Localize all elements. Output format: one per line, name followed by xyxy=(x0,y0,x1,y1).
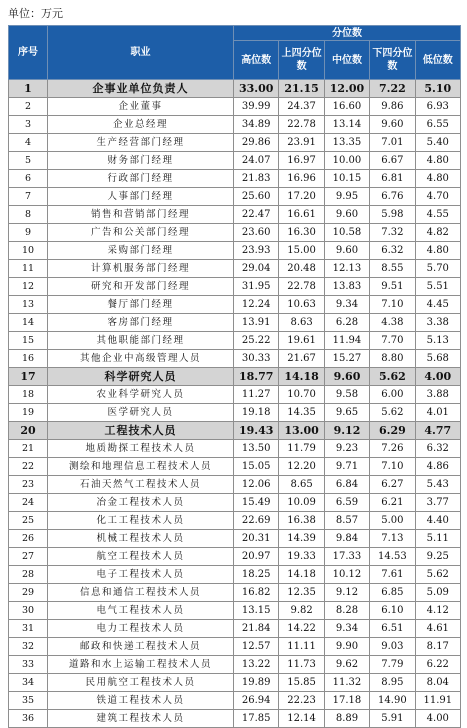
cell-median: 10.12 xyxy=(324,566,369,584)
header-percentile-group: 分位数 xyxy=(234,26,461,41)
cell-upper-quartile: 14.18 xyxy=(279,368,324,386)
cell-serial-number: 14 xyxy=(9,314,48,332)
cell-upper-quartile: 15.00 xyxy=(279,242,324,260)
cell-high: 12.24 xyxy=(234,296,279,314)
cell-median: 9.12 xyxy=(324,584,369,602)
cell-occupation: 客房部门经理 xyxy=(48,314,234,332)
header-upper-quartile: 上四分位数 xyxy=(279,41,324,80)
cell-low: 6.93 xyxy=(415,98,460,116)
cell-median: 12.00 xyxy=(324,80,369,98)
cell-lower-quartile: 6.10 xyxy=(370,602,415,620)
cell-upper-quartile: 16.97 xyxy=(279,152,324,170)
cell-serial-number: 18 xyxy=(9,386,48,404)
cell-occupation: 测绘和地理信息工程技术人员 xyxy=(48,458,234,476)
cell-upper-quartile: 14.35 xyxy=(279,404,324,422)
table-row xyxy=(9,710,461,728)
cell-median: 9.62 xyxy=(324,656,369,674)
cell-high: 13.91 xyxy=(234,314,279,332)
cell-lower-quartile: 6.21 xyxy=(370,494,415,512)
cell-low: 6.32 xyxy=(415,440,460,458)
table-row-category xyxy=(9,422,461,440)
cell-low: 5.51 xyxy=(415,278,460,296)
cell-high: 16.82 xyxy=(234,584,279,602)
cell-occupation: 民用航空工程技术人员 xyxy=(48,674,234,692)
cell-low: 6.22 xyxy=(415,656,460,674)
cell-lower-quartile: 14.53 xyxy=(370,548,415,566)
cell-upper-quartile: 21.67 xyxy=(279,350,324,368)
cell-high: 22.69 xyxy=(234,512,279,530)
cell-upper-quartile: 14.39 xyxy=(279,530,324,548)
cell-low: 4.61 xyxy=(415,620,460,638)
table-row xyxy=(9,296,461,314)
cell-high: 18.25 xyxy=(234,566,279,584)
cell-lower-quartile: 7.10 xyxy=(370,296,415,314)
cell-high: 19.43 xyxy=(234,422,279,440)
cell-median: 9.34 xyxy=(324,296,369,314)
cell-upper-quartile: 10.09 xyxy=(279,494,324,512)
cell-serial-number: 27 xyxy=(9,548,48,566)
table-row xyxy=(9,386,461,404)
cell-low: 9.25 xyxy=(415,548,460,566)
cell-occupation: 企业董事 xyxy=(48,98,234,116)
cell-upper-quartile: 15.85 xyxy=(279,674,324,692)
table-row xyxy=(9,260,461,278)
cell-lower-quartile: 7.26 xyxy=(370,440,415,458)
cell-occupation: 科学研究人员 xyxy=(48,368,234,386)
cell-lower-quartile: 6.32 xyxy=(370,242,415,260)
cell-serial-number: 24 xyxy=(9,494,48,512)
cell-serial-number: 23 xyxy=(9,476,48,494)
cell-lower-quartile: 8.95 xyxy=(370,674,415,692)
cell-lower-quartile: 7.61 xyxy=(370,566,415,584)
cell-median: 9.60 xyxy=(324,242,369,260)
cell-serial-number: 6 xyxy=(9,170,48,188)
cell-upper-quartile: 12.35 xyxy=(279,584,324,602)
cell-upper-quartile: 12.20 xyxy=(279,458,324,476)
cell-high: 34.89 xyxy=(234,116,279,134)
cell-serial-number: 21 xyxy=(9,440,48,458)
cell-lower-quartile: 6.81 xyxy=(370,170,415,188)
cell-lower-quartile: 6.27 xyxy=(370,476,415,494)
table-row xyxy=(9,404,461,422)
cell-low: 5.09 xyxy=(415,584,460,602)
cell-low: 5.40 xyxy=(415,134,460,152)
cell-median: 8.28 xyxy=(324,602,369,620)
cell-low: 4.82 xyxy=(415,224,460,242)
cell-serial-number: 33 xyxy=(9,656,48,674)
cell-serial-number: 4 xyxy=(9,134,48,152)
cell-median: 6.84 xyxy=(324,476,369,494)
cell-upper-quartile: 16.38 xyxy=(279,512,324,530)
cell-upper-quartile: 21.15 xyxy=(279,80,324,98)
cell-median: 13.35 xyxy=(324,134,369,152)
cell-lower-quartile: 5.91 xyxy=(370,710,415,728)
cell-occupation: 生产经营部门经理 xyxy=(48,134,234,152)
cell-low: 6.55 xyxy=(415,116,460,134)
cell-upper-quartile: 8.63 xyxy=(279,314,324,332)
cell-low: 4.45 xyxy=(415,296,460,314)
cell-low: 4.80 xyxy=(415,242,460,260)
cell-low: 8.17 xyxy=(415,638,460,656)
table-row xyxy=(9,134,461,152)
cell-median: 9.34 xyxy=(324,620,369,638)
cell-low: 5.62 xyxy=(415,566,460,584)
cell-low: 5.68 xyxy=(415,350,460,368)
cell-lower-quartile: 5.00 xyxy=(370,512,415,530)
cell-high: 15.05 xyxy=(234,458,279,476)
cell-occupation: 道路和水上运输工程技术人员 xyxy=(48,656,234,674)
cell-low: 8.04 xyxy=(415,674,460,692)
cell-high: 30.33 xyxy=(234,350,279,368)
cell-upper-quartile: 14.22 xyxy=(279,620,324,638)
cell-low: 5.43 xyxy=(415,476,460,494)
cell-median: 11.94 xyxy=(324,332,369,350)
cell-low: 4.12 xyxy=(415,602,460,620)
table-row xyxy=(9,674,461,692)
table-row-category xyxy=(9,80,461,98)
cell-low: 4.55 xyxy=(415,206,460,224)
cell-low: 4.77 xyxy=(415,422,460,440)
cell-serial-number: 9 xyxy=(9,224,48,242)
table-row xyxy=(9,188,461,206)
header-median: 中位数 xyxy=(324,41,369,80)
cell-high: 13.50 xyxy=(234,440,279,458)
cell-occupation: 计算机服务部门经理 xyxy=(48,260,234,278)
cell-serial-number: 10 xyxy=(9,242,48,260)
cell-serial-number: 34 xyxy=(9,674,48,692)
cell-occupation: 石油天然气工程技术人员 xyxy=(48,476,234,494)
header-serial-number: 序号 xyxy=(9,26,48,80)
cell-high: 21.83 xyxy=(234,170,279,188)
cell-upper-quartile: 13.00 xyxy=(279,422,324,440)
cell-serial-number: 13 xyxy=(9,296,48,314)
table-row xyxy=(9,512,461,530)
cell-serial-number: 3 xyxy=(9,116,48,134)
cell-median: 10.00 xyxy=(324,152,369,170)
cell-occupation: 铁道工程技术人员 xyxy=(48,692,234,710)
cell-low: 5.13 xyxy=(415,332,460,350)
cell-median: 13.14 xyxy=(324,116,369,134)
cell-high: 29.04 xyxy=(234,260,279,278)
cell-low: 3.38 xyxy=(415,314,460,332)
cell-occupation: 工程技术人员 xyxy=(48,422,234,440)
cell-lower-quartile: 5.98 xyxy=(370,206,415,224)
table-row xyxy=(9,152,461,170)
cell-occupation: 广告和公关部门经理 xyxy=(48,224,234,242)
cell-high: 17.85 xyxy=(234,710,279,728)
cell-occupation: 企业总经理 xyxy=(48,116,234,134)
header-high: 高位数 xyxy=(234,41,279,80)
cell-low: 5.11 xyxy=(415,530,460,548)
cell-high: 19.89 xyxy=(234,674,279,692)
cell-upper-quartile: 10.63 xyxy=(279,296,324,314)
salary-percentile-table xyxy=(8,25,461,728)
cell-low: 5.70 xyxy=(415,260,460,278)
cell-occupation: 财务部门经理 xyxy=(48,152,234,170)
cell-low: 4.70 xyxy=(415,188,460,206)
cell-serial-number: 31 xyxy=(9,620,48,638)
table-row xyxy=(9,584,461,602)
cell-serial-number: 36 xyxy=(9,710,48,728)
table-row xyxy=(9,350,461,368)
table-row xyxy=(9,98,461,116)
cell-median: 13.83 xyxy=(324,278,369,296)
cell-upper-quartile: 11.79 xyxy=(279,440,324,458)
cell-low: 11.91 xyxy=(415,692,460,710)
cell-high: 12.06 xyxy=(234,476,279,494)
cell-low: 4.80 xyxy=(415,170,460,188)
cell-median: 9.65 xyxy=(324,404,369,422)
cell-occupation: 企事业单位负责人 xyxy=(48,80,234,98)
cell-median: 9.12 xyxy=(324,422,369,440)
cell-upper-quartile: 19.61 xyxy=(279,332,324,350)
table-row xyxy=(9,476,461,494)
cell-occupation: 餐厅部门经理 xyxy=(48,296,234,314)
table-row xyxy=(9,206,461,224)
cell-lower-quartile: 7.01 xyxy=(370,134,415,152)
cell-upper-quartile: 16.61 xyxy=(279,206,324,224)
header-occupation: 职业 xyxy=(48,26,234,80)
cell-low: 3.77 xyxy=(415,494,460,512)
cell-serial-number: 8 xyxy=(9,206,48,224)
cell-median: 17.18 xyxy=(324,692,369,710)
cell-occupation: 医学研究人员 xyxy=(48,404,234,422)
cell-serial-number: 11 xyxy=(9,260,48,278)
cell-serial-number: 2 xyxy=(9,98,48,116)
cell-occupation: 化工工程技术人员 xyxy=(48,512,234,530)
cell-serial-number: 22 xyxy=(9,458,48,476)
cell-median: 15.27 xyxy=(324,350,369,368)
cell-median: 10.15 xyxy=(324,170,369,188)
cell-high: 20.31 xyxy=(234,530,279,548)
table-row xyxy=(9,332,461,350)
cell-median: 6.28 xyxy=(324,314,369,332)
cell-upper-quartile: 22.23 xyxy=(279,692,324,710)
cell-high: 19.18 xyxy=(234,404,279,422)
cell-high: 18.77 xyxy=(234,368,279,386)
table-row xyxy=(9,170,461,188)
cell-lower-quartile: 9.60 xyxy=(370,116,415,134)
cell-occupation: 销售和营销部门经理 xyxy=(48,206,234,224)
cell-high: 25.60 xyxy=(234,188,279,206)
cell-high: 13.22 xyxy=(234,656,279,674)
table-row xyxy=(9,224,461,242)
cell-median: 17.33 xyxy=(324,548,369,566)
cell-occupation: 冶金工程技术人员 xyxy=(48,494,234,512)
cell-occupation: 农业科学研究人员 xyxy=(48,386,234,404)
cell-serial-number: 17 xyxy=(9,368,48,386)
table-row xyxy=(9,602,461,620)
cell-occupation: 地质勘探工程技术人员 xyxy=(48,440,234,458)
cell-median: 9.23 xyxy=(324,440,369,458)
cell-median: 9.60 xyxy=(324,368,369,386)
cell-lower-quartile: 5.62 xyxy=(370,368,415,386)
cell-occupation: 信息和通信工程技术人员 xyxy=(48,584,234,602)
cell-lower-quartile: 6.67 xyxy=(370,152,415,170)
cell-occupation: 其他企业中高级管理人员 xyxy=(48,350,234,368)
cell-low: 4.40 xyxy=(415,512,460,530)
cell-median: 9.60 xyxy=(324,206,369,224)
cell-low: 4.00 xyxy=(415,368,460,386)
cell-upper-quartile: 8.65 xyxy=(279,476,324,494)
table-row xyxy=(9,638,461,656)
cell-serial-number: 35 xyxy=(9,692,48,710)
cell-lower-quartile: 9.86 xyxy=(370,98,415,116)
cell-occupation: 建筑工程技术人员 xyxy=(48,710,234,728)
table-row xyxy=(9,278,461,296)
cell-median: 12.13 xyxy=(324,260,369,278)
table-row xyxy=(9,656,461,674)
cell-occupation: 采购部门经理 xyxy=(48,242,234,260)
table-row xyxy=(9,458,461,476)
cell-lower-quartile: 8.55 xyxy=(370,260,415,278)
cell-high: 23.60 xyxy=(234,224,279,242)
table-row xyxy=(9,116,461,134)
cell-upper-quartile: 23.91 xyxy=(279,134,324,152)
cell-serial-number: 20 xyxy=(9,422,48,440)
table-row xyxy=(9,620,461,638)
cell-lower-quartile: 7.13 xyxy=(370,530,415,548)
cell-serial-number: 5 xyxy=(9,152,48,170)
cell-upper-quartile: 24.37 xyxy=(279,98,324,116)
cell-high: 20.97 xyxy=(234,548,279,566)
cell-serial-number: 7 xyxy=(9,188,48,206)
cell-upper-quartile: 11.11 xyxy=(279,638,324,656)
table-row-category xyxy=(9,368,461,386)
cell-upper-quartile: 11.73 xyxy=(279,656,324,674)
cell-occupation: 电力工程技术人员 xyxy=(48,620,234,638)
cell-high: 22.47 xyxy=(234,206,279,224)
cell-median: 11.32 xyxy=(324,674,369,692)
cell-high: 11.27 xyxy=(234,386,279,404)
cell-median: 10.58 xyxy=(324,224,369,242)
cell-occupation: 其他职能部门经理 xyxy=(48,332,234,350)
cell-upper-quartile: 20.48 xyxy=(279,260,324,278)
cell-high: 25.22 xyxy=(234,332,279,350)
cell-lower-quartile: 6.76 xyxy=(370,188,415,206)
cell-upper-quartile: 17.20 xyxy=(279,188,324,206)
cell-serial-number: 32 xyxy=(9,638,48,656)
table-row xyxy=(9,548,461,566)
cell-occupation: 人事部门经理 xyxy=(48,188,234,206)
cell-low: 4.80 xyxy=(415,152,460,170)
cell-high: 26.94 xyxy=(234,692,279,710)
cell-lower-quartile: 9.51 xyxy=(370,278,415,296)
cell-high: 15.49 xyxy=(234,494,279,512)
cell-serial-number: 19 xyxy=(9,404,48,422)
table-row xyxy=(9,494,461,512)
cell-high: 21.84 xyxy=(234,620,279,638)
cell-lower-quartile: 7.32 xyxy=(370,224,415,242)
cell-upper-quartile: 10.70 xyxy=(279,386,324,404)
table-row xyxy=(9,566,461,584)
cell-lower-quartile: 7.70 xyxy=(370,332,415,350)
cell-median: 9.71 xyxy=(324,458,369,476)
cell-median: 8.57 xyxy=(324,512,369,530)
cell-high: 39.99 xyxy=(234,98,279,116)
cell-low: 3.88 xyxy=(415,386,460,404)
cell-occupation: 电子工程技术人员 xyxy=(48,566,234,584)
cell-lower-quartile: 4.38 xyxy=(370,314,415,332)
cell-median: 16.60 xyxy=(324,98,369,116)
cell-upper-quartile: 12.14 xyxy=(279,710,324,728)
cell-median: 8.89 xyxy=(324,710,369,728)
header-lower-quartile: 下四分位数 xyxy=(370,41,415,80)
cell-lower-quartile: 6.51 xyxy=(370,620,415,638)
cell-upper-quartile: 14.18 xyxy=(279,566,324,584)
table-body xyxy=(9,80,461,728)
cell-high: 33.00 xyxy=(234,80,279,98)
cell-lower-quartile: 6.29 xyxy=(370,422,415,440)
cell-low: 4.00 xyxy=(415,710,460,728)
cell-lower-quartile: 8.80 xyxy=(370,350,415,368)
unit-label: 单位：万元 xyxy=(8,7,63,20)
cell-lower-quartile: 14.90 xyxy=(370,692,415,710)
cell-lower-quartile: 7.22 xyxy=(370,80,415,98)
table-row xyxy=(9,530,461,548)
cell-serial-number: 1 xyxy=(9,80,48,98)
cell-serial-number: 28 xyxy=(9,566,48,584)
header-low: 低位数 xyxy=(415,41,460,80)
cell-high: 31.95 xyxy=(234,278,279,296)
cell-high: 29.86 xyxy=(234,134,279,152)
cell-high: 24.07 xyxy=(234,152,279,170)
cell-lower-quartile: 7.10 xyxy=(370,458,415,476)
cell-lower-quartile: 6.85 xyxy=(370,584,415,602)
cell-lower-quartile: 5.62 xyxy=(370,404,415,422)
table-row xyxy=(9,242,461,260)
table-row xyxy=(9,440,461,458)
cell-occupation: 研究和开发部门经理 xyxy=(48,278,234,296)
cell-lower-quartile: 9.03 xyxy=(370,638,415,656)
cell-median: 9.58 xyxy=(324,386,369,404)
table-row xyxy=(9,314,461,332)
cell-serial-number: 29 xyxy=(9,584,48,602)
cell-occupation: 行政部门经理 xyxy=(48,170,234,188)
cell-upper-quartile: 19.33 xyxy=(279,548,324,566)
cell-lower-quartile: 7.79 xyxy=(370,656,415,674)
cell-median: 9.95 xyxy=(324,188,369,206)
cell-low: 5.10 xyxy=(415,80,460,98)
cell-occupation: 邮政和快递工程技术人员 xyxy=(48,638,234,656)
cell-upper-quartile: 16.96 xyxy=(279,170,324,188)
cell-median: 6.59 xyxy=(324,494,369,512)
cell-occupation: 航空工程技术人员 xyxy=(48,548,234,566)
cell-upper-quartile: 22.78 xyxy=(279,278,324,296)
cell-high: 12.57 xyxy=(234,638,279,656)
cell-serial-number: 30 xyxy=(9,602,48,620)
cell-serial-number: 15 xyxy=(9,332,48,350)
cell-median: 9.84 xyxy=(324,530,369,548)
table-header xyxy=(9,26,461,80)
cell-high: 23.93 xyxy=(234,242,279,260)
cell-upper-quartile: 22.78 xyxy=(279,116,324,134)
cell-serial-number: 12 xyxy=(9,278,48,296)
cell-low: 4.01 xyxy=(415,404,460,422)
cell-high: 13.15 xyxy=(234,602,279,620)
cell-median: 9.90 xyxy=(324,638,369,656)
cell-serial-number: 16 xyxy=(9,350,48,368)
cell-lower-quartile: 6.00 xyxy=(370,386,415,404)
cell-low: 4.86 xyxy=(415,458,460,476)
cell-serial-number: 26 xyxy=(9,530,48,548)
cell-upper-quartile: 16.30 xyxy=(279,224,324,242)
cell-occupation: 电气工程技术人员 xyxy=(48,602,234,620)
cell-serial-number: 25 xyxy=(9,512,48,530)
cell-upper-quartile: 9.82 xyxy=(279,602,324,620)
cell-occupation: 机械工程技术人员 xyxy=(48,530,234,548)
